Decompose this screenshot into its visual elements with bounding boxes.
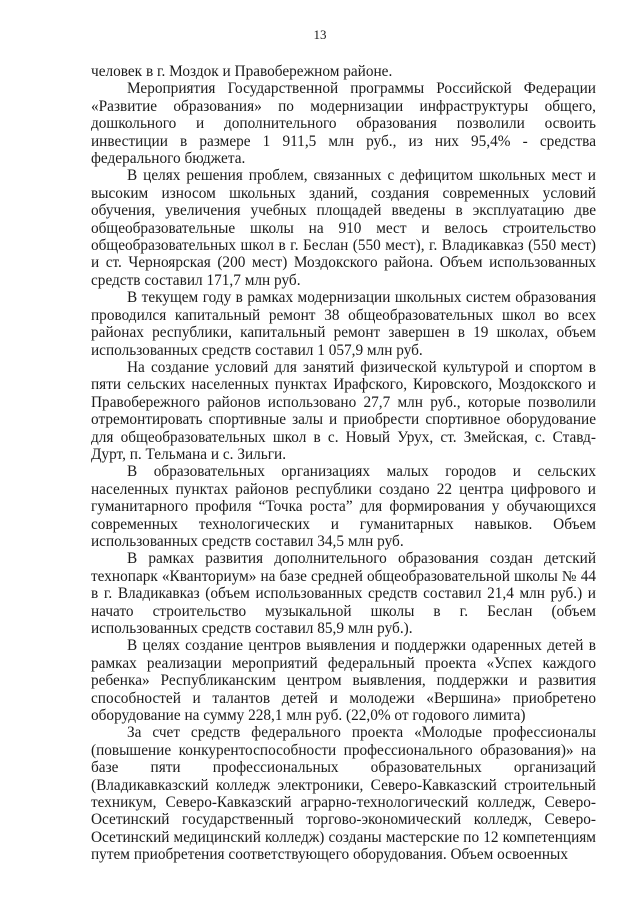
page-number: 13 bbox=[313, 27, 327, 42]
paragraph-continuation: человек в г. Моздок и Правобережном районе. bbox=[91, 63, 393, 80]
document-body bbox=[91, 63, 596, 864]
paragraph-gifted-children: В целях создание центров выявления и поддержки одаренных детей в рамках реализации мероприятий федеральный проекта «Успех каждого ребенка» Республиканским центром выявления, поддержки и развития способностей и талантов детей и молодежи «Вершина» приобретено оборудование на сумму 228,1 млн руб. (22,0% от годового лимита) bbox=[91, 637, 596, 725]
paragraph-new-schools: В целях решения проблем, связанных с дефицитом школьных мест и высоким износом школьных зданий, создания современных условий обучения, увеличения учебных площадей введены в эксплуатацию две общеобразовательные школы на 910 мест и велось строительство общеобразовательных школ в г. Беслан (550 мест), г. Владикавказ (550 мест) и ст. Черноярская (200 мест) Моздокского района. Объем использованных средств составил 171,7 млн руб. bbox=[91, 167, 596, 289]
paragraph-education-program: Мероприятия Государственной программы Российской Федерации «Развитие образования» по модернизации инфраструктуры общего, дошкольного и дополнительного образования позволили освоить инвестиции в размере 1 911,5 млн руб., из них 95,4% - средства федерального бюджета. bbox=[91, 80, 596, 168]
paragraph-sports-conditions: На создание условий для занятий физической культурой и спортом в пяти сельских населенных пунктах Ирафского, Кировского, Моздокского и Правобережного районов использовано 27,7 млн руб., которые позволили отремонтировать спортивные залы и приобрести спортивное оборудование для общеобразовательных школ в с. Новый Урух, ст. Змейская, с. Ставд-Дурт, п. Тельмана и с. Зильги. bbox=[91, 358, 596, 463]
paragraph-young-professionals: За счет средств федерального проекта «Молодые профессионалы (повышение конкурентоспособности профессионального образования)» на базе пяти профессиональных образовательных организаций (Владикавказский колледж электроники, Северо-Кавказский строительный техникум, Северо-Кавказский аграрно-технологический колледж, Северо-Осетинский государственный торгово-экономический колледж, Северо-Осетинский медицинский колледж) созданы мастерские по 12 компетенциям путем приобретения соответствующего оборудования. Объем освоенных bbox=[91, 724, 596, 864]
paragraph-kvantorium: В рамках развития дополнительного образования создан детский технопарк «Кванториум» на базе средней общеобразовательной школы № 44 в г. Владикавказ (объем использованных средств составил 21,4 млн руб.) и начато строительство музыкальной школы в г. Беслан (объем использованных средств составил 85,9 млн руб.). bbox=[91, 550, 596, 637]
paragraph-tochka-rosta: В образовательных организациях малых городов и сельских населенных пунктах районов республики создано 22 центра цифрового и гуманитарного профиля “Точка роста” для формирования у обучающихся современных технологических и гуманитарных навыков. Объем использованных средств составил 34,5 млн руб. bbox=[91, 463, 596, 550]
paragraph-capital-repair: В текущем году в рамках модернизации школьных систем образования проводился капитальный ремонт 38 общеобразовательных школ во всех районах республики, капитальный ремонт завершен в 19 школах, объем использованных средств составил 1 057,9 млн руб. bbox=[91, 289, 596, 359]
